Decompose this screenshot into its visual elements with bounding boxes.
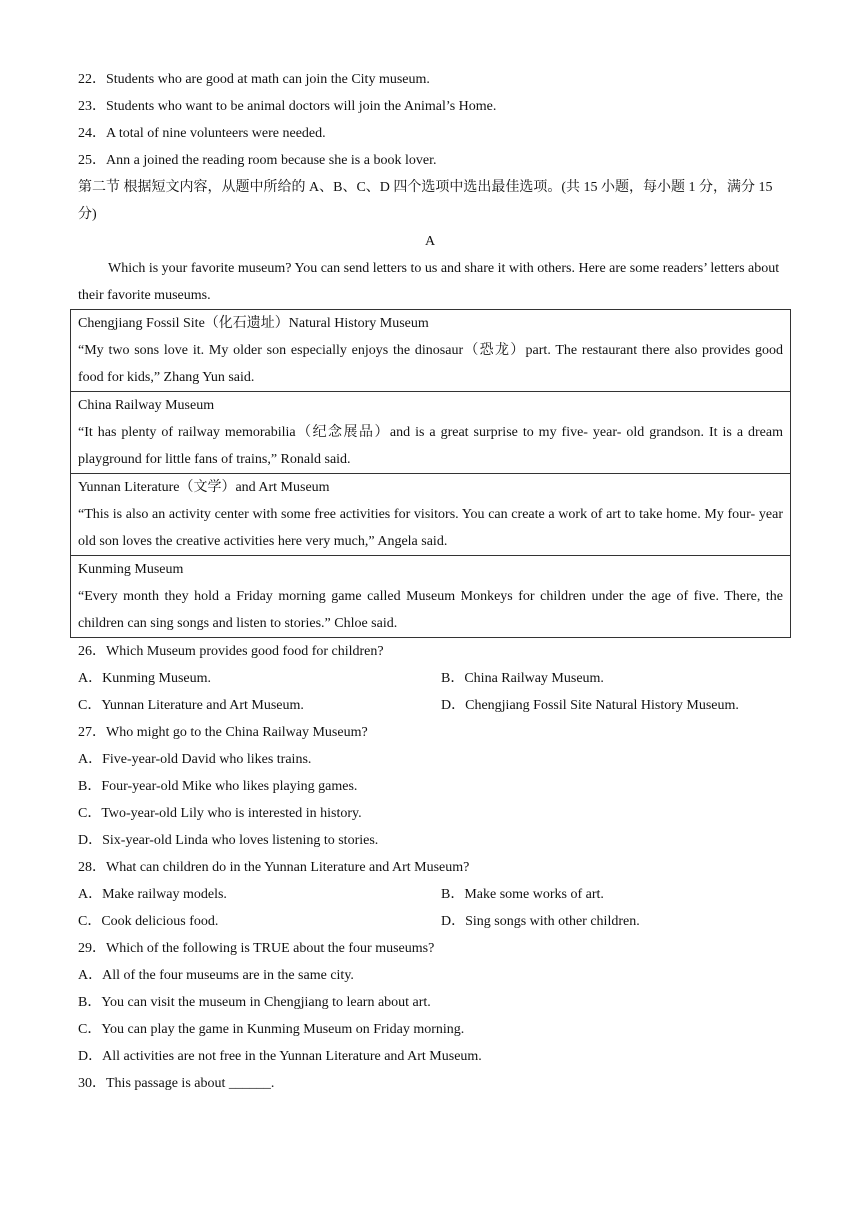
question-27-option-b[interactable]: B．Four-year-old Mike who likes playing games. <box>78 779 358 794</box>
reader-quote: “It has plenty of railway memorabilia（纪念展品）and is a great surprise to my five- year- old grandson. It is a dream playground for little fans of trains,” Ronald said. <box>78 425 783 467</box>
question-26-option-c[interactable]: C．Yunnan Literature and Art Museum. <box>78 698 304 713</box>
letter-row <box>71 474 791 556</box>
question-29-option-c[interactable]: C．You can play the game in Kunming Museum on Friday morning. <box>78 1022 465 1037</box>
museum-name: Kunming Museum <box>78 562 184 577</box>
question-27-option-d[interactable]: D．Six-year-old Linda who loves listening to stories. <box>78 833 379 848</box>
letter-cell <box>71 474 791 556</box>
passage-label: A <box>424 234 436 249</box>
letter-row <box>71 310 791 392</box>
tf-item-24: 24．A total of nine volunteers were needed. <box>78 126 326 141</box>
section-instruction: 第二节 根据短文内容，从题中所给的 A、B、C、D 四个选项中选出最佳选项。(共 15 小题，每小题 1 分，满分 15 分) <box>78 180 773 222</box>
letter-row <box>71 556 791 638</box>
question-29-option-a[interactable]: A．All of the four museums are in the same city. <box>78 968 354 983</box>
question-28-stem: 28．What can children do in the Yunnan Literature and Art Museum? <box>78 860 470 875</box>
question-28-option-d[interactable]: D．Sing songs with other children. <box>441 914 640 929</box>
question-26-option-a[interactable]: A．Kunming Museum. <box>78 671 211 686</box>
tf-item-25: 25．Ann a joined the reading room because she is a book lover. <box>78 153 437 168</box>
reader-quote: “This is also an activity center with some free activities for visitors. You can create a work of art to take home. My four- year old son loves the creative activities here very much,” Angela said. <box>78 507 783 549</box>
tf-item-22: 22．Students who are good at math can join the City museum. <box>78 72 430 87</box>
letters-table <box>70 309 791 638</box>
question-28-option-b[interactable]: B．Make some works of art. <box>441 887 604 902</box>
question-27-option-c[interactable]: C．Two-year-old Lily who is interested in history. <box>78 806 362 821</box>
question-30-stem: 30．This passage is about ______. <box>78 1076 275 1091</box>
question-27-option-a[interactable]: A．Five-year-old David who likes trains. <box>78 752 312 767</box>
question-29-option-b[interactable]: B．You can visit the museum in Chengjiang to learn about art. <box>78 995 431 1010</box>
question-26-option-b[interactable]: B．China Railway Museum. <box>441 671 604 686</box>
letter-cell <box>71 556 791 638</box>
question-29-stem: 29．Which of the following is TRUE about the four museums? <box>78 941 435 956</box>
tf-item-23: 23．Students who want to be animal doctors will join the Animal’s Home. <box>78 99 497 114</box>
letter-cell <box>71 392 791 474</box>
question-26-option-d[interactable]: D．Chengjiang Fossil Site Natural History Museum. <box>441 698 739 713</box>
reader-quote: “My two sons love it. My older son especially enjoys the dinosaur（恐龙）part. The restaurant there also provides good food for kids,” Zhang Yun said. <box>78 343 783 385</box>
question-29-option-d[interactable]: D．All activities are not free in the Yunnan Literature and Art Museum. <box>78 1049 482 1064</box>
passage-intro: Which is your favorite museum? You can send letters to us and share it with others. Here are some readers’ letters about their favorite museums. <box>78 261 780 303</box>
museum-name: Chengjiang Fossil Site（化石遗址）Natural History Museum <box>78 316 429 331</box>
museum-name: China Railway Museum <box>78 398 215 413</box>
question-28-option-c[interactable]: C．Cook delicious food. <box>78 914 219 929</box>
letter-row <box>71 392 791 474</box>
letter-cell <box>71 310 791 392</box>
question-28-option-a[interactable]: A．Make railway models. <box>78 887 227 902</box>
reader-quote: “Every month they hold a Friday morning game called Museum Monkeys for children under the age of five. There, the children can sing songs and listen to stories.” Chloe said. <box>78 589 783 631</box>
museum-name: Yunnan Literature（文学）and Art Museum <box>78 480 330 495</box>
question-27-stem: 27．Who might go to the China Railway Museum? <box>78 725 368 740</box>
question-26-stem: 26．Which Museum provides good food for children? <box>78 644 384 659</box>
